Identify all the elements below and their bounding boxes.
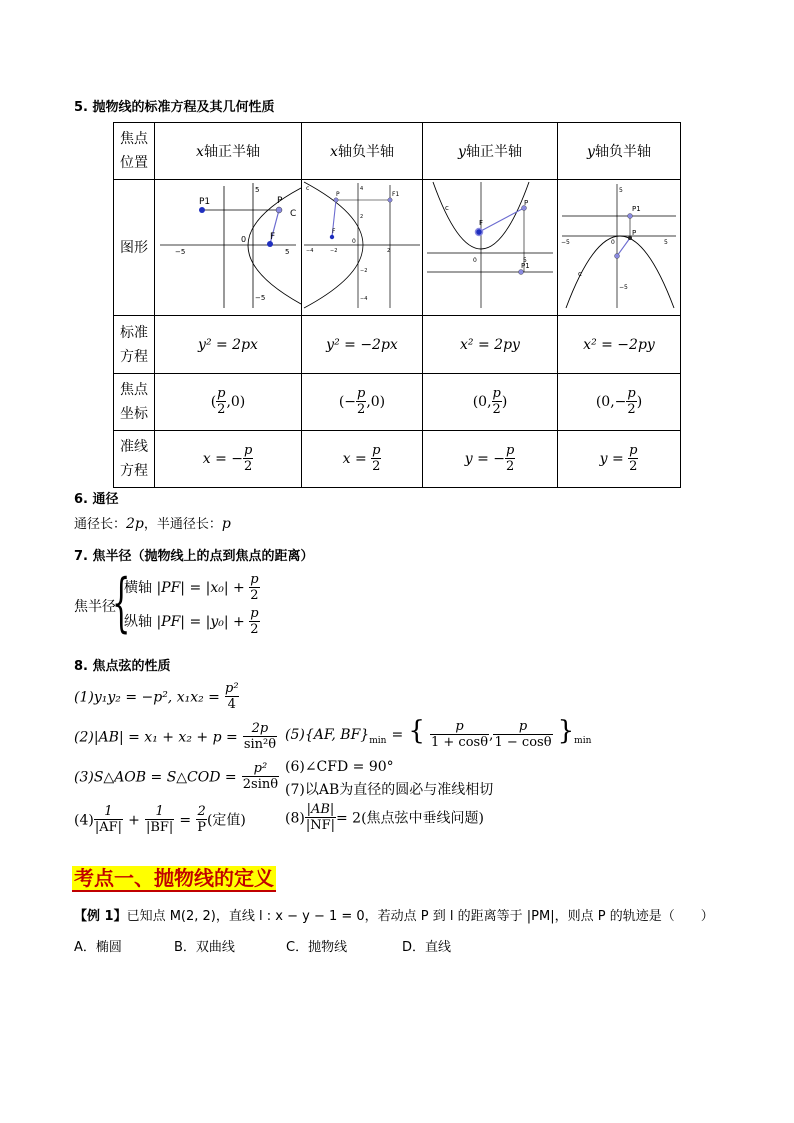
label-f: F	[479, 219, 484, 227]
math-text: = 2(焦点弦中垂线问题)	[336, 810, 485, 827]
directrix-cell	[302, 431, 423, 488]
row-label: 横轴	[124, 580, 152, 596]
equation-cell: x² = −2py	[558, 316, 681, 374]
fraction	[94, 805, 123, 835]
math-text: x = −	[202, 451, 243, 467]
latus-rectum-line	[74, 513, 231, 532]
focal-radius-row-2	[124, 607, 260, 637]
property-2	[74, 722, 277, 752]
tick-5: 5	[664, 239, 668, 246]
denominator: P	[197, 820, 206, 835]
tick-5: 5	[619, 187, 623, 194]
option-b[interactable]: B．双曲线	[174, 940, 235, 955]
math-text: y = −	[464, 451, 505, 467]
label-p1: P1	[199, 197, 211, 207]
label-c: c	[306, 185, 310, 192]
tick-neg5: −5	[255, 294, 266, 302]
property-1	[74, 682, 239, 712]
axis-var: x	[330, 144, 338, 160]
fraction	[626, 387, 636, 417]
answer-options	[74, 936, 494, 955]
fraction	[371, 444, 381, 474]
option-c[interactable]: C．抛物线	[286, 940, 348, 955]
tick-neg4: −4	[360, 296, 368, 302]
denominator: 2sinθ	[242, 777, 279, 792]
denominator: |BF|	[145, 820, 174, 835]
focus-coord-cell	[155, 374, 302, 431]
label-p1: P1	[521, 262, 530, 270]
math-text: (4)	[74, 812, 94, 829]
denominator: 2	[492, 402, 501, 417]
table-row	[114, 431, 681, 488]
numerator: 1	[104, 804, 113, 819]
tick-neg4: −4	[306, 248, 314, 254]
row-header-figure: 图形	[114, 180, 155, 316]
graph-x-negative	[302, 180, 423, 316]
row-header-focus-position	[114, 123, 155, 180]
numerator: p²	[225, 681, 239, 696]
focal-radius-row-1	[124, 573, 260, 603]
fraction	[249, 573, 259, 603]
tick-neg5: −5	[175, 248, 186, 256]
fraction	[492, 387, 502, 417]
tick-2: 2	[387, 248, 391, 254]
tick-5: 5	[523, 257, 527, 264]
row-header-line: 标准	[120, 324, 148, 341]
numerator: p	[250, 572, 259, 587]
row-header-line: 位置	[120, 155, 148, 171]
focal-radius-lead: 焦半径	[74, 599, 116, 615]
denominator: 2	[629, 459, 638, 474]
numerator: p	[372, 443, 381, 458]
section-6-title: 6. 通径	[74, 492, 119, 507]
example-question: 已知点 M(2, 2)，直线 l : x − y − 1 = 0，若动点 P 到 l 的距离等于 |PM|，则点 P 的轨迹是（ ）	[126, 909, 714, 924]
math-text: (1)y₁y₂ = −p², x₁x₂ =	[74, 689, 220, 706]
focus-coord-cell	[423, 374, 558, 431]
math-text: (0,−	[595, 394, 627, 410]
fraction	[145, 805, 174, 835]
tick-neg2: −2	[330, 248, 338, 254]
denominator: |AF|	[94, 820, 123, 835]
row-header-line: 方程	[120, 463, 148, 479]
col-header-x-positive	[155, 123, 302, 180]
graph-y-positive	[423, 180, 558, 316]
equation-cell: x² = 2py	[423, 316, 558, 374]
denominator: sin²θ	[243, 737, 277, 752]
fraction	[242, 762, 279, 792]
fraction	[243, 444, 253, 474]
fraction	[356, 387, 366, 417]
numerator: p	[250, 606, 259, 621]
math-text: +	[128, 812, 140, 829]
key-point-title: 考点一、抛物线的定义	[74, 866, 274, 890]
numerator: p	[505, 443, 515, 458]
math-text: ,0)	[366, 394, 386, 410]
row-header-line: 坐标	[120, 406, 148, 422]
section-8-title: 8. 焦点弦的性质	[74, 659, 171, 674]
fraction	[243, 722, 277, 752]
math-text: (定值)	[206, 812, 246, 829]
parabola-properties-table	[113, 122, 681, 488]
focus-coord-cell	[302, 374, 423, 431]
denominator: |NF|	[305, 818, 335, 833]
row-header-line: 焦点	[120, 382, 148, 398]
denominator: 2	[372, 459, 381, 474]
denominator: 2	[250, 622, 259, 637]
tick-neg5: −5	[561, 239, 570, 246]
focus-coord-cell	[558, 374, 681, 431]
row-header-directrix	[114, 431, 155, 488]
graph-y-negative	[558, 180, 681, 316]
denominator: 2	[217, 402, 226, 417]
directrix-cell	[558, 431, 681, 488]
math-text: y =	[599, 451, 629, 467]
math-text: (5){AF, BF}	[285, 727, 370, 743]
directrix-cell	[423, 431, 558, 488]
numerator: p	[518, 718, 528, 734]
numerator: 2	[197, 804, 206, 819]
parabola-graph-y-positive	[423, 180, 557, 311]
numerator: p	[243, 443, 253, 458]
math-text: (0,	[472, 394, 492, 410]
col-header-x-negative	[302, 123, 423, 180]
directrix-cell	[155, 431, 302, 488]
label-c: c	[578, 270, 582, 278]
example-tag: 【例 1】	[74, 909, 127, 924]
axis-label: 轴正半轴	[203, 144, 260, 160]
tick-2: 2	[360, 214, 364, 220]
property-4	[74, 805, 246, 835]
label-c: c	[445, 204, 449, 212]
math-text: (−	[338, 394, 357, 410]
denominator: 2	[250, 588, 259, 603]
fraction	[225, 682, 239, 712]
latus-value: 2p	[126, 516, 144, 532]
denominator: 2	[357, 402, 366, 417]
semi-latus-value: p	[221, 516, 231, 532]
math-text: (2)|AB| = x₁ + x₂ + p =	[74, 729, 238, 746]
section-7-title: 7. 焦半径（抛物线上的点到焦点的距离）	[74, 549, 314, 564]
numerator: 2p	[251, 721, 269, 736]
row-header-line: 准线	[120, 439, 148, 455]
semi-latus-label: ，半通径长：	[143, 517, 222, 532]
property-3	[74, 762, 279, 792]
table-row	[114, 374, 681, 431]
fraction	[628, 444, 638, 474]
numerator: p	[627, 386, 636, 401]
key-point-heading	[72, 862, 276, 891]
right-brace: }	[557, 716, 575, 746]
label-f1: F1	[392, 191, 400, 198]
tick-5: 5	[285, 248, 290, 256]
label-f: F	[270, 232, 276, 242]
numerator: |AB|	[306, 802, 335, 817]
math-text: |PF| = |y₀| +	[156, 614, 245, 630]
label-p1: P1	[632, 205, 641, 213]
parabola-graph-y-negative	[558, 180, 680, 311]
subscript-min: min	[369, 736, 387, 747]
numerator: p	[217, 386, 226, 401]
left-brace: {	[408, 716, 425, 746]
latus-label: 通径长：	[74, 517, 127, 532]
denominator: 1 + cosθ	[430, 734, 489, 750]
label-origin: 0	[352, 238, 356, 245]
label-c: C	[290, 209, 297, 219]
fraction	[430, 720, 489, 750]
numerator: p	[492, 386, 501, 401]
numerator: p²	[253, 761, 268, 776]
math-text: ,	[489, 727, 494, 743]
tick-4: 4	[360, 186, 364, 192]
property-8	[285, 803, 484, 833]
numerator: p	[629, 443, 638, 458]
denominator: 1 − cosθ	[494, 734, 552, 750]
numerator: p	[357, 386, 366, 401]
brace-symbol: {	[112, 566, 131, 640]
equation-cell: y² = −2px	[302, 316, 423, 374]
label-p: P	[277, 196, 283, 206]
fraction	[305, 803, 336, 833]
math-text: =	[391, 727, 404, 743]
math-text: (3)S△AOB = S△COD =	[74, 769, 237, 786]
parabola-graph-x-negative	[302, 180, 422, 311]
row-header-focus-coord	[114, 374, 155, 431]
col-header-y-positive	[423, 123, 558, 180]
tick-5: 5	[255, 186, 260, 194]
math-text: ,0)	[226, 394, 246, 410]
math-text: (	[210, 394, 217, 410]
graph-x-positive	[155, 180, 302, 316]
numerator: p	[455, 718, 464, 734]
math-text: )	[501, 394, 508, 410]
option-a[interactable]: A．椭圆	[74, 940, 122, 955]
math-text: (8)	[285, 810, 305, 827]
subscript-min: min	[574, 736, 592, 747]
property-5	[285, 716, 591, 750]
row-header-line: 焦点	[120, 131, 148, 147]
math-text: )	[636, 394, 643, 410]
label-f: F	[332, 228, 336, 235]
fraction	[493, 720, 552, 750]
label-p: P	[524, 199, 529, 207]
fraction	[505, 444, 515, 474]
label-origin: 0	[611, 239, 615, 246]
row-label: 纵轴	[124, 614, 152, 630]
parabola-graph-x-positive	[155, 180, 301, 311]
denominator: 2	[627, 402, 636, 417]
fraction	[249, 607, 259, 637]
numerator: 1	[155, 804, 164, 819]
denominator: 4	[225, 696, 239, 712]
label-origin: 0	[241, 235, 247, 244]
tick-neg5: −5	[619, 284, 628, 291]
tick-neg2: −2	[360, 268, 368, 274]
col-header-y-negative	[558, 123, 681, 180]
example-1	[74, 905, 714, 924]
label-p: P	[632, 229, 637, 237]
property-6: (6)∠CFD = 90°	[285, 759, 394, 775]
label-origin: 0	[473, 257, 477, 264]
option-d[interactable]: D．直线	[402, 940, 452, 955]
section-5-title: 5. 抛物线的标准方程及其几何性质	[74, 100, 275, 115]
math-text: =	[179, 812, 192, 829]
axis-var: y	[458, 144, 466, 160]
equation-cell: y² = 2px	[155, 316, 302, 374]
axis-label: 轴负半轴	[337, 144, 394, 160]
math-text: |PF| = |x₀| +	[156, 580, 245, 596]
axis-label: 轴负半轴	[594, 144, 651, 160]
axis-var: x	[196, 144, 204, 160]
denominator: 2	[243, 459, 253, 474]
axis-label: 轴正半轴	[465, 144, 522, 160]
table-row	[114, 180, 681, 316]
table-row	[114, 316, 681, 374]
denominator: 2	[506, 459, 515, 474]
row-header-equation	[114, 316, 155, 374]
label-p: P	[336, 191, 340, 198]
math-text: x =	[342, 451, 372, 467]
property-7: (7)以AB为直径的圆必与准线相切	[285, 782, 494, 798]
fraction	[216, 387, 226, 417]
table-row	[114, 123, 681, 180]
axis-var: y	[587, 144, 595, 160]
row-header-line: 方程	[120, 348, 148, 365]
fraction	[196, 805, 207, 835]
